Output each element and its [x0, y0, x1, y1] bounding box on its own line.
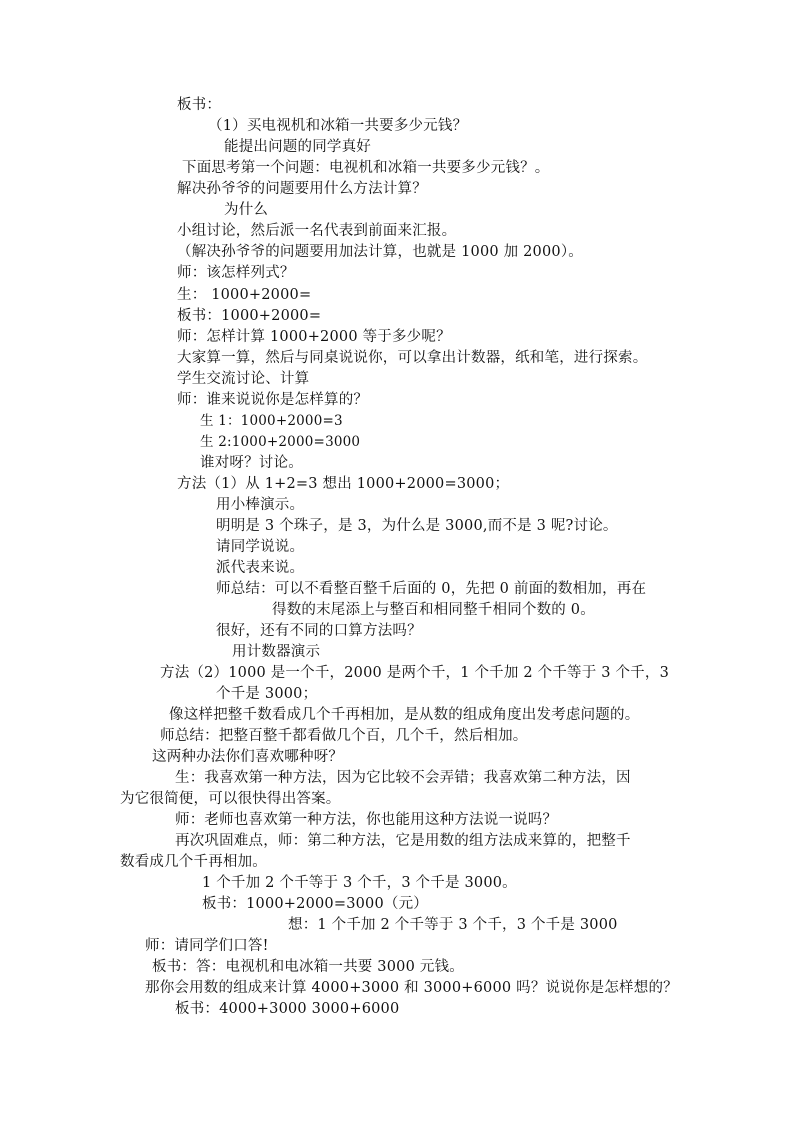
who-is-right: 谁对呀？讨论。	[200, 455, 303, 471]
board-answer: 板书：1000+2000=3000（元）	[202, 896, 429, 912]
board-final-answer: 板书：答：电视机和电冰箱一共要 3000 元钱。	[152, 959, 464, 975]
explore-line: 大家算一算，然后与同桌说说你，可以拿出计数器，纸和笔，进行探索。	[177, 350, 648, 366]
board-expression: 板书：1000+2000=	[177, 308, 322, 324]
other-methods-question: 很好，还有不同的口算方法吗？	[216, 623, 422, 639]
teacher-who-explains: 师：谁来说说你是怎样算的？	[177, 392, 369, 408]
consolidate-a: 再次巩固难点，师：第二种方法，它是用数的组方法成来算的，把整千	[175, 833, 631, 849]
why-line: 为什么	[224, 202, 269, 218]
student-1-answer: 生 1：1000+2000=3	[200, 413, 343, 429]
student-2-answer: 生 2:1000+2000=3000	[200, 434, 361, 450]
representative-explain: 派代表来说。	[216, 560, 305, 576]
teacher-summary-1b: 得数的末尾添上与整百和相同整千相同个数的 0。	[272, 602, 595, 618]
composition-note: 像这样把整千数看成几个千再相加，是从数的组成角度出发考虑问题的。	[169, 707, 640, 723]
which-method-question: 这两种办法你们喜欢哪种呀？	[152, 749, 344, 765]
method-2b: 个千是 3000；	[216, 686, 318, 702]
stick-demo: 用小棒演示。	[216, 497, 305, 513]
method-question: 解决孙爷爷的问题要用什么方法计算？	[177, 181, 427, 197]
student-discussion: 学生交流讨论、计算	[177, 371, 310, 387]
oral-answer: 师：请同学们口答!	[145, 938, 269, 954]
teacher-how-to-calc: 师：怎样计算 1000+2000 等于多少呢？	[177, 329, 451, 345]
thousands-sum: 1 个千加 2 个千等于 3 个千，3 个千是 3000。	[202, 875, 517, 891]
board-thinking: 想：1 个千加 2 个千等于 3 个千，3 个千是 3000	[288, 917, 618, 933]
group-discussion: 小组讨论，然后派一名代表到前面来汇报。	[177, 223, 457, 239]
teacher-summary-1a: 师总结：可以不看整百整千后面的 0，先把 0 前面的数相加，再在	[216, 581, 647, 597]
teacher-summary-2: 师总结：把整百整千都看做几个百，几个千，然后相加。	[160, 728, 528, 744]
beads-question: 明明是 3 个珠子，是 3，为什么是 3000,而不是 3 呢?讨论。	[216, 518, 618, 534]
method-1: 方法（1）从 1+2=3 想出 1000+2000=3000；	[177, 476, 510, 492]
counter-demo: 用计数器演示	[232, 644, 321, 660]
board-practice: 板书：4000+3000 3000+6000	[175, 1001, 400, 1017]
student-preference-b: 为它很简便，可以很快得出答案。	[120, 791, 341, 807]
classmates-explain: 请同学说说。	[216, 539, 305, 555]
question-1: （1）买电视机和冰箱一共要多少元钱？	[208, 118, 468, 134]
think-first-question: 下面思考第一个问题：电视机和冰箱一共要多少元钱？。	[182, 160, 550, 176]
addition-note: （解决孙爷爷的问题要用加法计算，也就是 1000 加 2000）。	[177, 244, 583, 260]
teacher-how-to-write: 师：该怎样列式？	[177, 265, 295, 281]
student-expression: 生： 1000+2000=	[177, 287, 312, 303]
consolidate-b: 数看成几个千再相加。	[120, 854, 267, 870]
teacher-preference: 师：老师也喜欢第一种方法，你也能用这种方法说一说吗？	[175, 812, 558, 828]
praise-line: 能提出问题的同学真好	[224, 139, 371, 155]
method-2a: 方法（2）1000 是一个千，2000 是两个千，1 个千加 2 个千等于 3 个千，3	[160, 665, 669, 681]
practice-question: 那你会用数的组成来计算 4000+3000 和 3000+6000 吗？说说你是怎样想的？	[145, 980, 678, 996]
board-label: 板书：	[177, 97, 222, 113]
student-preference-a: 生：我喜欢第一种方法，因为它比较不会弄错；我喜欢第二种方法，因	[175, 770, 631, 786]
